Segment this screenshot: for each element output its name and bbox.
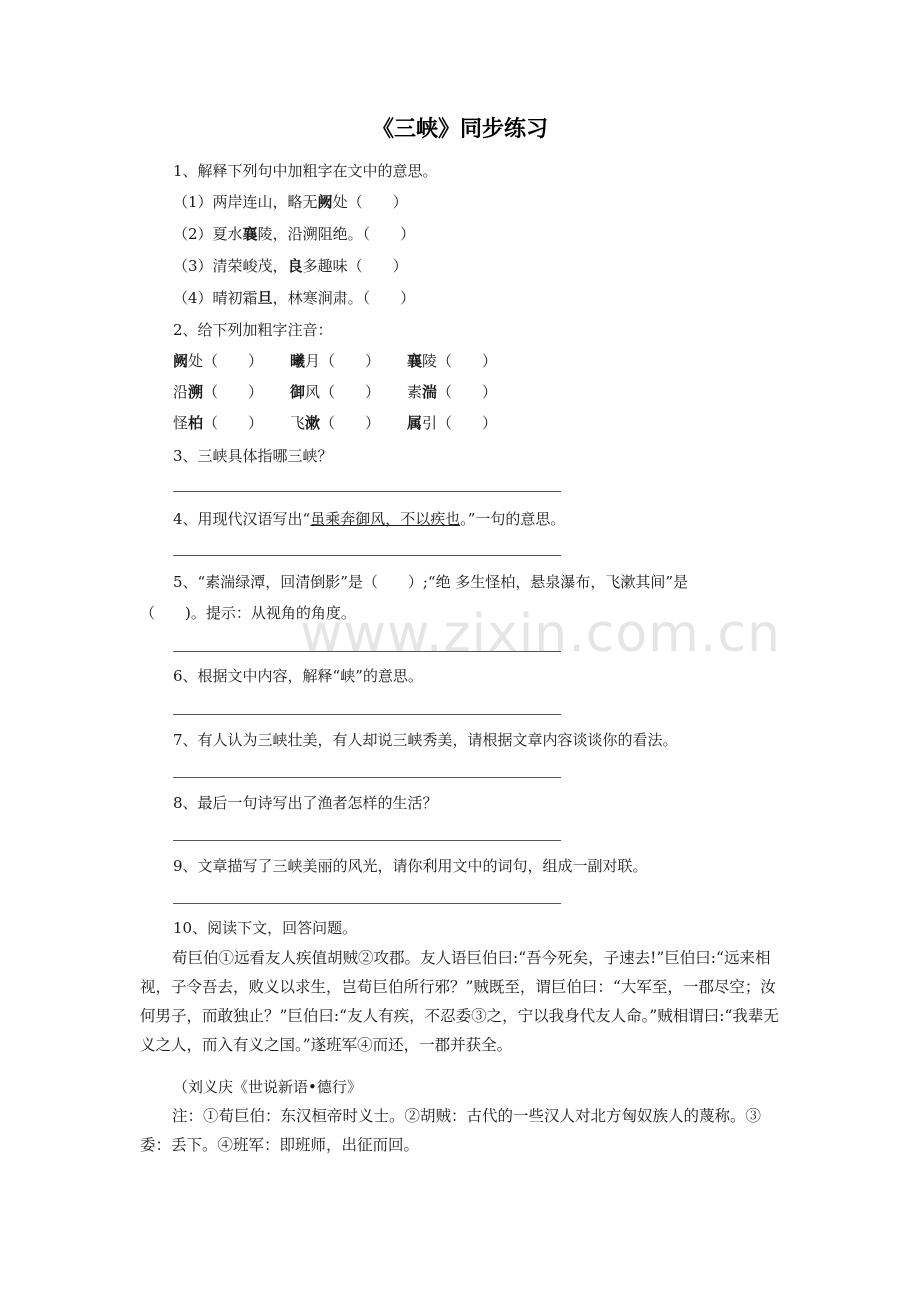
q2-bold: 阙 xyxy=(173,352,189,370)
q2-bold: 湍 xyxy=(422,383,438,401)
q1-item-1-text: （1）两岸连山，略无 xyxy=(173,193,318,211)
q9-stem: 9、文章描写了三峡美丽的风光，请你利用文中的词句，组成一副对联。 xyxy=(173,857,648,875)
q2-post: 风（ ） xyxy=(305,383,381,401)
q10-passage-text: 荀巨伯①远看友人疾值胡贼②攻郡。友人语巨伯曰:“吾今死矣，子速去!”巨伯曰:“远来相视，子令吾去，败义以求生，岂荀巨伯所行邪？”贼既至，谓巨伯曰：“大军至，一郡尽空；汝何男子，而敢独止？”巨伯曰:“友人有疾，不忍委③之，宁以我身代友人命。”贼相谓曰:“我辈无义之人，而入有义之国。”遂班军④而还，一郡并获全。 xyxy=(140,949,779,1054)
q2-pre: 沿 xyxy=(173,383,189,401)
q2-bold: 柏 xyxy=(188,414,204,432)
q2-cell xyxy=(173,382,276,402)
q2-cell xyxy=(290,413,393,433)
q1-item-3 xyxy=(173,256,408,276)
q6-stem: 6、根据文中内容，解释“峡”的意思。 xyxy=(173,667,423,685)
q1-item-4-text: （4）晴初霜 xyxy=(173,289,258,307)
q2-stem: 2、给下列加粗字注音： xyxy=(173,321,333,339)
answer-line-q7[interactable] xyxy=(173,777,561,778)
q1-item-2 xyxy=(173,224,415,244)
q7-stem: 7、有人认为三峡壮美，有人却说三峡秀美，请根据文章内容谈谈你的看法。 xyxy=(173,731,678,749)
q1-item-3-text: （3）清荣峻茂， xyxy=(173,257,288,275)
q2-post: （ ） xyxy=(320,414,381,432)
q1-item-1 xyxy=(173,192,408,212)
q2-bold: 襄 xyxy=(407,352,423,370)
q1-item-2-rest: 陵，沿溯阻绝。（ ） xyxy=(257,225,416,243)
q4-post: 。”一句的意思。 xyxy=(460,510,566,528)
q1-item-2-bold: 襄 xyxy=(242,225,258,243)
q2-pre: 怪 xyxy=(173,414,189,432)
q4-pre: 4、用现代汉语写出“ xyxy=(173,510,311,528)
q1-item-1-rest: 处（ ） xyxy=(332,193,408,211)
q1-item-2-text: （2）夏水 xyxy=(173,225,243,243)
answer-line-q6[interactable] xyxy=(173,714,561,715)
q2-pre: 飞 xyxy=(290,414,306,432)
answer-line-q9[interactable] xyxy=(173,903,561,904)
q5-line-2: （ )。提示：从视角的角度。 xyxy=(140,604,356,622)
q2-cell xyxy=(173,413,276,433)
q2-cell xyxy=(173,351,276,371)
q2-cell xyxy=(290,351,393,371)
q2-bold: 御 xyxy=(290,383,306,401)
answer-line-q8[interactable] xyxy=(173,840,561,841)
q2-cell xyxy=(290,382,393,402)
q10-stem: 10、阅读下文，回答问题。 xyxy=(173,919,358,937)
q2-post: 引（ ） xyxy=(422,414,498,432)
q2-row-3 xyxy=(173,413,510,433)
q1-item-4-bold: 旦 xyxy=(257,289,273,307)
q4-stem xyxy=(173,509,565,529)
q2-bold: 曦 xyxy=(290,352,306,370)
q2-post: 陵（ ） xyxy=(422,352,498,370)
q1-item-1-bold: 阙 xyxy=(317,193,333,211)
q2-row-2 xyxy=(173,382,510,402)
q10-note-text: 注：①荀巨伯：东汉桓帝时义士。②胡贼：古代的一些汉人对北方匈奴族人的蔑称。③委：丢下。④班军：即班师，出征而回。 xyxy=(140,1107,762,1154)
q5-line-1: 5、“素湍绿潭，回清倒影”是（ ）;“绝 多生怪柏，悬泉瀑布，飞漱其间”是 xyxy=(173,573,689,591)
q2-post: 处（ ） xyxy=(188,352,264,370)
watermark: www.zixin.com.cn xyxy=(300,604,781,664)
q1-item-4-rest: ，林寒涧肃。（ ） xyxy=(272,289,416,307)
q2-cell xyxy=(407,382,510,402)
answer-line-q3[interactable] xyxy=(173,491,561,492)
q2-cell xyxy=(407,351,510,371)
q1-stem: 1、解释下列句中加粗字在文中的意思。 xyxy=(173,162,438,180)
q2-post: （ ） xyxy=(203,414,264,432)
q8-stem: 8、最后一句诗写出了渔者怎样的生活？ xyxy=(173,794,438,812)
answer-line-q4[interactable] xyxy=(173,555,561,556)
q2-post: 月（ ） xyxy=(305,352,381,370)
q4-underlined-quote: 虽乘奔御风，不以疾也 xyxy=(310,510,461,528)
q2-bold: 漱 xyxy=(305,414,321,432)
q3-stem: 3、三峡具体指哪三峡？ xyxy=(173,447,333,465)
q2-post: （ ） xyxy=(203,383,264,401)
q2-bold: 溯 xyxy=(188,383,204,401)
q2-post: （ ） xyxy=(437,383,498,401)
page-title: 《三峡》同步练习 xyxy=(371,117,548,142)
q1-item-3-bold: 良 xyxy=(287,257,303,275)
q2-row-1 xyxy=(173,351,510,371)
q2-bold: 属 xyxy=(407,414,423,432)
q10-note xyxy=(140,1102,788,1160)
q1-item-3-rest: 多趣味（ ） xyxy=(302,257,408,275)
q1-item-4 xyxy=(173,288,415,308)
q2-cell xyxy=(407,413,510,433)
q10-source: （刘义庆《世说新语•德行》 xyxy=(173,1078,362,1096)
q2-pre: 素 xyxy=(407,383,423,401)
q10-passage xyxy=(140,944,788,1060)
